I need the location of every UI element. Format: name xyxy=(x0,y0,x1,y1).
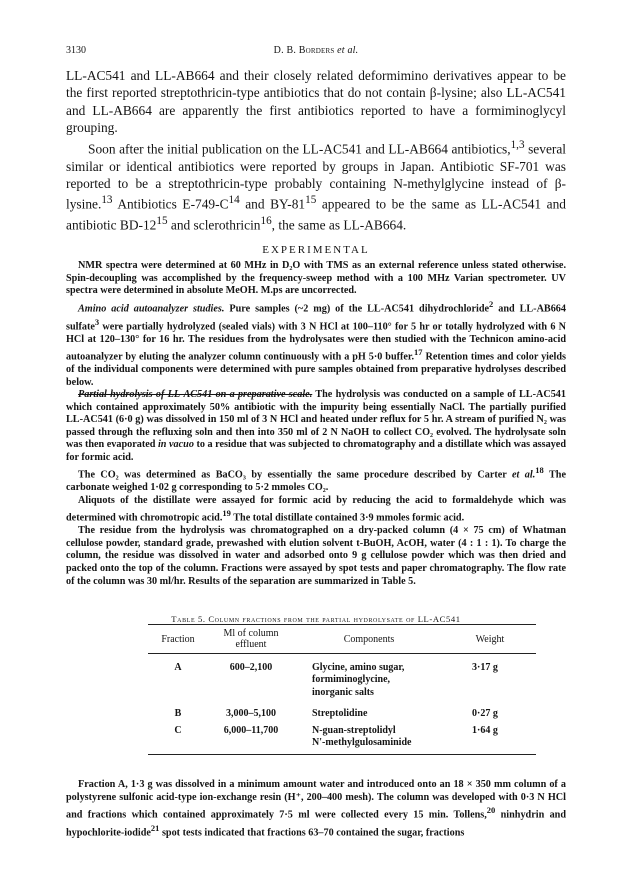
citation-ref: 17 xyxy=(414,347,423,358)
exp-italic-term: et al. xyxy=(512,469,536,481)
table-caption-text: Table 5. Column fractions from the partial hydrolysate of LL-AC541 xyxy=(171,614,461,624)
intro-p2-seg: appeared to be the same as LL-AC541 and antibiotic BD-12 xyxy=(66,196,566,233)
components-line: formiminoglycine, xyxy=(312,674,391,686)
author-etal: et al. xyxy=(337,45,359,56)
intro-p2-seg: , the same as LL-AB664. xyxy=(271,217,407,233)
header-effluent-l2: effluent xyxy=(235,639,267,650)
exp-text-seg: were partially hydrolyzed (sealed vials) with 3 N HCl at 100–110° for 5 hr or totally hydrolyzed with 6 N HCl at 120–130° for 16 hr. The residues from the hydrolysates were then studied with the Technicon amino-acid autoanalyzer by eluting the analyzer column continuously with a pH 5·0 buffer. xyxy=(66,320,566,363)
intro-paragraph-2 xyxy=(66,137,566,234)
exp-paragraph-6: The residue from the hydrolysis was chromatographed on a dry-packed column (4 × 75 cm) of Whatman cellulose powder, standard grade, prewashed with elution solvent t-BuOH, AcOH, water (4 : 1 : 1). To charge the column, the residue was dissolved in water and adsorbed onto 9 g cellulose powder which was then dried and packed onto the top of the column. Fractions were assayed by spot tests and paper chromatography. The flow rate of the column was 30 ml/hr. Results of the separation are summarized in Table 5. xyxy=(66,525,566,587)
cell-fraction: B xyxy=(174,708,182,720)
citation-ref: 16 xyxy=(260,215,272,228)
running-header xyxy=(66,45,566,59)
cell-effluent: 6,000–11,700 xyxy=(223,724,279,736)
intro-p2-seg: and sclerothricin xyxy=(167,217,261,233)
citation-ref: 21 xyxy=(150,823,160,834)
citation-ref: 2 xyxy=(489,298,494,309)
citation-ref: 18 xyxy=(535,465,544,476)
fractions-table xyxy=(148,624,536,755)
exp-text-seg: The CO₂ was determined as BaCO₃ by essentially the same procedure described by Carter xyxy=(78,469,513,481)
exp-paragraph-5 xyxy=(66,495,566,525)
cell-fraction: A xyxy=(174,662,182,673)
cont-text-seg: Fraction A, 1·3 g was dissolved in a minimum amount water and introduced onto an 18 × 350 mm column of a polystyrene sulfonic acid-type ion-exchange resin (H⁺, 200–400 mesh). The column was developed with 0·3 N HCl and fractions which contained approximately 7·5 ml were collected every 15 min. Tollens, xyxy=(66,779,566,821)
header-weight: Weight xyxy=(475,633,505,645)
continuation-text xyxy=(66,779,566,840)
citation-ref: 13 xyxy=(101,194,113,207)
components-line: Glycine, amino sugar, xyxy=(312,662,405,673)
citation-ref: 3 xyxy=(94,316,100,327)
exp-text-seg: and LL-AB664 sulfate xyxy=(66,303,566,332)
citation-ref: 1,3 xyxy=(510,138,525,151)
exp-text-seg: Pure samples (~2 mg) of the LL-AC541 dihydrochloride xyxy=(224,303,490,315)
table-header-row xyxy=(148,625,536,654)
exp-paragraph-2 xyxy=(66,298,566,389)
cont-text-seg: ninhydrin and hypochlorite-iodide xyxy=(66,809,567,839)
header-components: Components xyxy=(343,633,395,645)
experimental-body xyxy=(66,260,566,588)
citation-ref: 15 xyxy=(305,194,317,207)
table-row xyxy=(148,723,536,755)
exp-paragraph-1: NMR spectra were determined at 60 MHz in D₂O with TMS as an external reference unless stated otherwise. Spin-decoupling was accomplished by the frequency-sweep method with a 100 MHz Varian spectrometer. UV spectra were determined in absolute MeOH. M.ps are uncorrected. xyxy=(66,260,566,297)
exp-text-seg: Retention times and color yields of the individual components were determined with pure samples obtained from preparative hydrolyses described below. xyxy=(66,351,566,388)
components-line: inorganic salts xyxy=(312,686,374,698)
components-line: N-guan-streptolidyl xyxy=(312,724,396,736)
citation-ref: 14 xyxy=(228,194,240,207)
subsection-title: Amino acid autoanalyzer studies. xyxy=(78,303,225,315)
subsection-title: Partial hydrolysis of LL-AC541 on a preparative scale. xyxy=(78,389,313,401)
intro-paragraph-1: LL-AC541 and LL-AB664 and their closely related deformimino derivatives appear to be the first reported streptothricin-type antibiotics that do not contain β-lysine; also LL-AC541 and LL-AB664 are apparently the first antibiotics reported to have a formiminoglycyl grouping. xyxy=(66,68,566,136)
exp-text-seg: Aliquots of the distillate were assayed for formic acid by reducing the acid to formaldehyde which was determined with chromotropic acid. xyxy=(66,494,566,524)
table-row xyxy=(148,701,536,722)
intro-p2-seg: and BY-81 xyxy=(239,196,306,212)
intro-p2-seg: Antibiotics E-749-C xyxy=(112,196,229,212)
header-effluent-l1: Ml of column xyxy=(223,628,279,639)
exp-text-seg: to a residue that was subjected to chromatography and a distillate which was assayed for formic acid. xyxy=(66,439,566,463)
citation-ref: 19 xyxy=(222,508,231,519)
exp-italic-term: in vacuo xyxy=(157,439,194,451)
cell-effluent: 600–2,100 xyxy=(229,662,273,673)
citation-ref: 20 xyxy=(486,805,496,816)
citation-ref: 15 xyxy=(156,215,168,228)
cell-weight: 1·64 g xyxy=(472,724,498,736)
cell-components xyxy=(294,723,444,755)
cell-weight: 3·17 g xyxy=(472,662,498,673)
author-name: D. B. Borders xyxy=(273,45,335,56)
exp-paragraph-4 xyxy=(66,464,566,494)
cell-weight: 0·27 g xyxy=(472,708,498,720)
table-caption xyxy=(66,614,566,624)
continuation-paragraph xyxy=(66,779,566,840)
cell-components: Streptolidine xyxy=(312,708,368,720)
page-number: 3130 xyxy=(66,45,86,56)
header-effluent xyxy=(208,625,294,654)
exp-paragraph-3 xyxy=(66,389,566,464)
cont-text-seg: spot tests indicated that fractions 63–70 contained the sugar, fractions xyxy=(159,827,465,839)
components-line: N'-methylgulosaminide xyxy=(312,737,412,749)
exp-text-seg: The carbonate weighed 1·02 g corresponding to 5·2 mmoles CO₂. xyxy=(66,469,566,494)
journal-page xyxy=(66,0,566,892)
cell-components xyxy=(294,654,444,702)
table-row xyxy=(148,654,536,702)
cell-fraction: C xyxy=(174,724,182,736)
section-heading-experimental: EXPERIMENTAL xyxy=(262,244,370,256)
exp-text-seg: The total distillate contained 3·9 mmoles formic acid. xyxy=(230,512,465,524)
running-author xyxy=(66,45,566,56)
cell-effluent: 3,000–5,100 xyxy=(226,708,276,720)
intro-text xyxy=(66,67,566,234)
header-fraction: Fraction xyxy=(161,633,195,645)
intro-p2-seg: several similar or identical antibiotics were reported by groups in Japan. Antibiotic SF-701 was reported to be a streptothricin-type probably containing N-methylglycine instead of β-lysine. xyxy=(66,141,567,212)
exp-text-seg: The hydrolysis was conducted on a sample of LL-AC541 which contained approximately 50% antibiotic with the impurity being essentially NaCl. The partially purified LL-AC541 (6·0 g) was dissolved in 150 ml of 3 N HCl and heated under reflux for 5 hr. A stream of purified N₂ was passed through the refluxing soln and then into 350 ml of 2 N NaOH to collect CO₂ evolved. The hydrolysate soln was then evaporated xyxy=(66,389,566,451)
intro-p2-seg: Soon after the initial publication on the LL-AC541 and LL-AB664 antibiotics, xyxy=(88,141,511,157)
